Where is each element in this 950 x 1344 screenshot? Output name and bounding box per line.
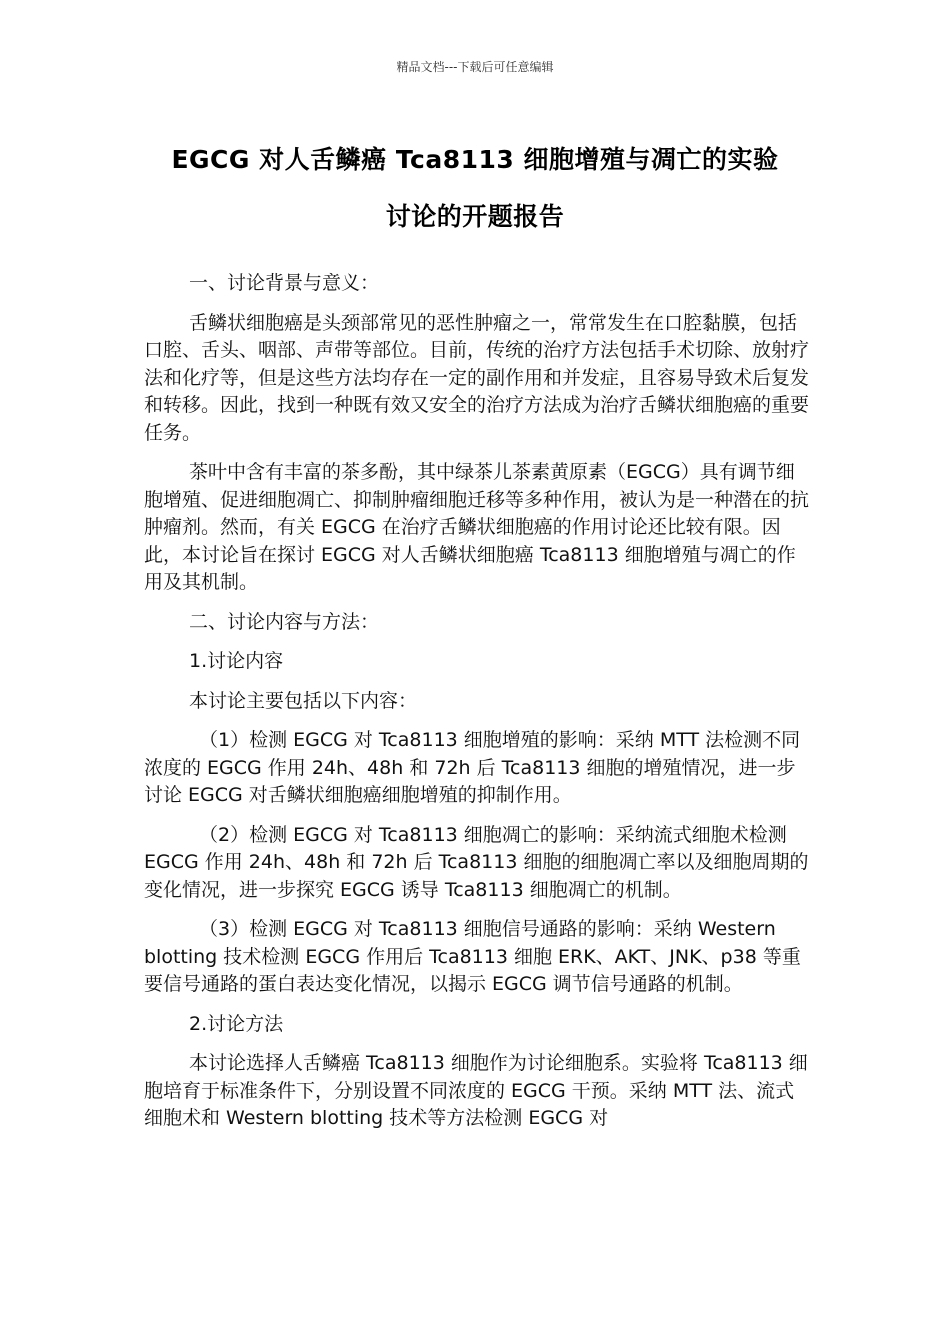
document-title-line1: EGCG 对人舌鳞癌 Tca8113 细胞增殖与凋亡的实验 (171, 145, 779, 174)
subheading-content: 1.讨论内容 (189, 650, 284, 672)
subheading-methods: 2.讨论方法 (189, 1012, 284, 1035)
paragraph-background-1: 舌鳞状细胞癌是头颈部常见的恶性肿瘤之一，常常发生在口腔黏膜，包括口腔、舌头、咽部、声带等部位。目前，传统的治疗方法包括手术切除、放射疗法和化疗等，但是这些方法均存在一定的副作用和并发症，且容易导致术后复发和转移。因此，找到一种既有效又安全的治疗方法成为治疗舌鳞状细胞癌的重要任务。 (144, 311, 810, 444)
list-item-proliferation: （1）检测 EGCG 对 Tca8113 细胞增殖的影响：采纳 MTT 法检测不同浓度的 EGCG 作用 24h、48h 和 72h 后 Tca8113 细胞的增殖情况，进一步讨论 EGCG 对舌鳞状细胞癌细胞增殖的抑制作用。 (144, 729, 801, 806)
list-item-signaling: （3）检测 EGCG 对 Tca8113 细胞信号通路的影响：采纳 Western blotting 技术检测 EGCG 作用后 Tca8113 细胞 ERK、AKT、JNK、p38 等重要信号通路的蛋白表达变化情况，以揭示 EGCG 调节信号通路的机制。 (144, 918, 801, 995)
document-body (144, 270, 810, 1145)
page-header: 精品文档---下载后可任意编辑 (396, 60, 554, 74)
document-title-line2: 讨论的开题报告 (385, 202, 565, 231)
paragraph-methods: 本讨论选择人舌鳞癌 Tca8113 细胞作为讨论细胞系。实验将 Tca8113 细胞培育于标准条件下，分别设置不同浓度的 EGCG 干预。采纳 MTT 法、流式细胞术和 Western blotting 技术等方法检测 EGCG 对 (144, 1052, 808, 1129)
paragraph-content-intro: 本讨论主要包括以下内容： (189, 689, 418, 712)
list-item-apoptosis: （2）检测 EGCG 对 Tca8113 细胞凋亡的影响：采纳流式细胞术检测 EGCG 作用 24h、48h 和 72h 后 Tca8113 细胞的细胞凋亡率以及细胞周期的变化情况，进一步探究 EGCG 诱导 Tca8113 细胞凋亡的机制。 (144, 823, 809, 901)
section-heading-background: 一、讨论背景与意义： (189, 272, 380, 294)
paragraph-background-2: 茶叶中含有丰富的茶多酚，其中绿茶儿茶素黄原素（EGCG）具有调节细胞增殖、促进细胞凋亡、抑制肿瘤细胞迁移等多种作用，被认为是一种潜在的抗肿瘤剂。然而，有关 EGCG 在治疗舌鳞状细胞癌的作用讨论还比较有限。因此，本讨论旨在探讨 EGCG 对人舌鳞状细胞癌 Tca8113 细胞增殖与凋亡的作用及其机制。 (144, 461, 810, 593)
section-heading-content-methods: 二、讨论内容与方法： (189, 610, 380, 633)
